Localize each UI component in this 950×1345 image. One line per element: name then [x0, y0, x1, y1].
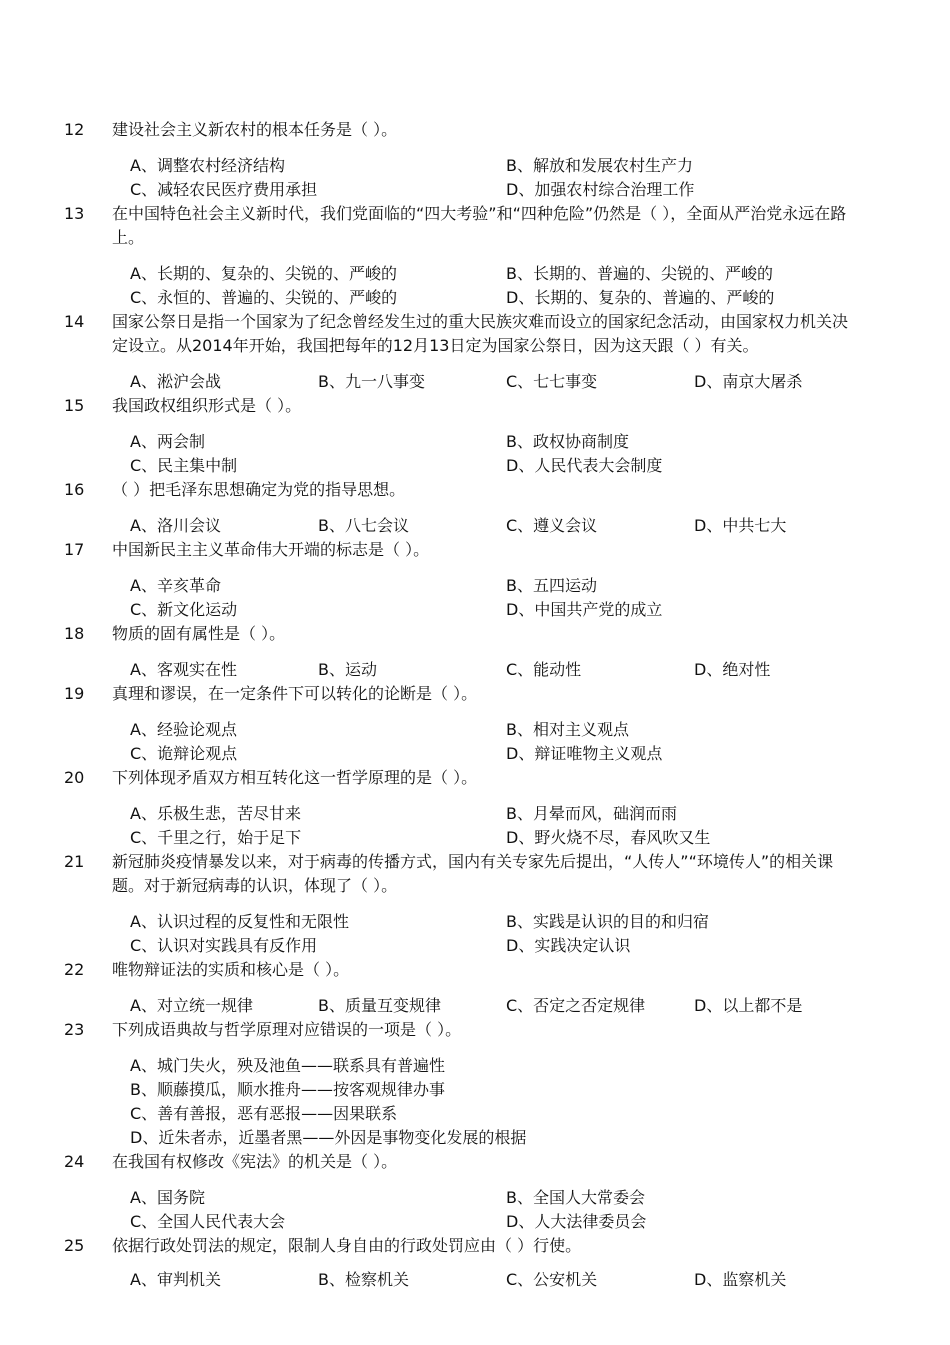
question-number: 15 — [64, 396, 85, 415]
option-a: A、辛亥革命 — [130, 576, 221, 595]
question-number: 17 — [64, 540, 85, 559]
option-a: A、认识过程的反复性和无限性 — [130, 912, 349, 931]
option-d: D、中国共产党的成立 — [506, 600, 663, 619]
question-text: 依据行政处罚法的规定，限制人身自由的行政处罚应由（ ）行使。 — [112, 1236, 582, 1255]
option-a: A、国务院 — [130, 1188, 205, 1207]
question-number: 18 — [64, 624, 85, 643]
option-c: C、民主集中制 — [130, 456, 238, 475]
question-text: 中国新民主主义革命伟大开端的标志是（ ）。 — [112, 540, 430, 559]
option-b: B、九一八事变 — [318, 372, 425, 391]
option-a: A、审判机关 — [130, 1270, 221, 1289]
question-text: 新冠肺炎疫情暴发以来，对于病毒的传播方式，国内有关专家先后提出，“人传人”“环境传人”的相关课题。对于新冠病毒的认识，体现了（ ）。 — [112, 852, 834, 895]
question-number: 16 — [64, 480, 85, 499]
option-c: C、永恒的、普遍的、尖锐的、严峻的 — [130, 288, 398, 307]
option-c: C、认识对实践具有反作用 — [130, 936, 318, 955]
question-number: 21 — [64, 852, 85, 871]
option-c: C、全国人民代表大会 — [130, 1212, 286, 1231]
option-d: D、以上都不是 — [694, 996, 803, 1015]
option-a: A、洛川会议 — [130, 516, 221, 535]
option-d: D、加强农村综合治理工作 — [506, 180, 695, 199]
option-b: B、实践是认识的目的和归宿 — [506, 912, 709, 931]
question-number: 13 — [64, 204, 85, 223]
option-a: A、客观实在性 — [130, 660, 237, 679]
question-text: 下列体现矛盾双方相互转化这一哲学原理的是（ ）。 — [112, 768, 478, 787]
question-number: 24 — [64, 1152, 85, 1171]
option-a: A、淞沪会战 — [130, 372, 221, 391]
option-b: B、相对主义观点 — [506, 720, 629, 739]
option-b: B、运动 — [318, 660, 377, 679]
option-c: C、七七事变 — [506, 372, 598, 391]
question-number: 25 — [64, 1236, 85, 1255]
option-c: C、否定之否定规律 — [506, 996, 646, 1015]
option-b: B、八七会议 — [318, 516, 409, 535]
question-number: 14 — [64, 312, 85, 331]
option-d: D、野火烧不尽，春风吹又生 — [506, 828, 711, 847]
question-number: 20 — [64, 768, 85, 787]
question-text: （ ）把毛泽东思想确定为党的指导思想。 — [112, 480, 406, 499]
option-c: C、减轻农民医疗费用承担 — [130, 180, 318, 199]
option-b: B、政权协商制度 — [506, 432, 629, 451]
option-c: C、新文化运动 — [130, 600, 238, 619]
question-text: 在中国特色社会主义新时代，我们党面临的“四大考验”和“四种危险”仍然是（ ），全面从严治党永远在路上。 — [112, 204, 847, 247]
option-b: B、月晕而风，础润而雨 — [506, 804, 677, 823]
question-text: 真理和谬误，在一定条件下可以转化的论断是（ ）。 — [112, 684, 478, 703]
option-d: D、人大法律委员会 — [506, 1212, 647, 1231]
option-a: A、城门失火，殃及池鱼——联系具有普遍性 — [130, 1056, 445, 1075]
option-c: C、诡辩论观点 — [130, 744, 238, 763]
question-text: 在我国有权修改《宪法》的机关是（ ）。 — [112, 1152, 398, 1171]
option-b: B、检察机关 — [318, 1270, 409, 1289]
question-number: 22 — [64, 960, 85, 979]
option-d: D、监察机关 — [694, 1270, 787, 1289]
question-text: 唯物辩证法的实质和核心是（ ）。 — [112, 960, 350, 979]
question-text: 下列成语典故与哲学原理对应错误的一项是（ ）。 — [112, 1020, 462, 1039]
question-text: 国家公祭日是指一个国家为了纪念曾经发生过的重大民族灾难而设立的国家纪念活动，由国家权力机关决定设立。从2014年开始，我国把每年的12月13日定为国家公祭日，因为这天跟（ ）有关。 — [112, 312, 849, 355]
option-a: A、对立统一规律 — [130, 996, 253, 1015]
option-b: B、长期的、普遍的、尖锐的、严峻的 — [506, 264, 773, 283]
option-d: D、南京大屠杀 — [694, 372, 803, 391]
question-text: 物质的固有属性是（ ）。 — [112, 624, 286, 643]
option-a: A、两会制 — [130, 432, 205, 451]
option-d: D、人民代表大会制度 — [506, 456, 663, 475]
option-d: D、中共七大 — [694, 516, 787, 535]
option-c: C、公安机关 — [506, 1270, 598, 1289]
option-b: B、五四运动 — [506, 576, 597, 595]
option-b: B、质量互变规律 — [318, 996, 441, 1015]
option-b: B、解放和发展农村生产力 — [506, 156, 693, 175]
option-b: B、全国人大常委会 — [506, 1188, 645, 1207]
option-a: A、调整农村经济结构 — [130, 156, 285, 175]
option-d: D、长期的、复杂的、普遍的、严峻的 — [506, 288, 775, 307]
option-a: A、经验论观点 — [130, 720, 237, 739]
option-c: C、能动性 — [506, 660, 582, 679]
option-b: B、顺藤摸瓜，顺水推舟——按客观规律办事 — [130, 1080, 445, 1099]
option-d: D、辩证唯物主义观点 — [506, 744, 663, 763]
option-d: D、近朱者赤，近墨者黑——外因是事物变化发展的根据 — [130, 1128, 527, 1147]
option-c: C、遵义会议 — [506, 516, 598, 535]
question-number: 23 — [64, 1020, 85, 1039]
question-number: 12 — [64, 120, 85, 139]
option-c: C、千里之行，始于足下 — [130, 828, 302, 847]
option-a: A、长期的、复杂的、尖锐的、严峻的 — [130, 264, 397, 283]
option-c: C、善有善报，恶有恶报——因果联系 — [130, 1104, 398, 1123]
question-text: 我国政权组织形式是（ ）。 — [112, 396, 302, 415]
option-a: A、乐极生悲，苦尽甘来 — [130, 804, 301, 823]
option-d: D、实践决定认识 — [506, 936, 631, 955]
option-d: D、绝对性 — [694, 660, 771, 679]
question-number: 19 — [64, 684, 85, 703]
question-text: 建设社会主义新农村的根本任务是（ ）。 — [112, 120, 398, 139]
